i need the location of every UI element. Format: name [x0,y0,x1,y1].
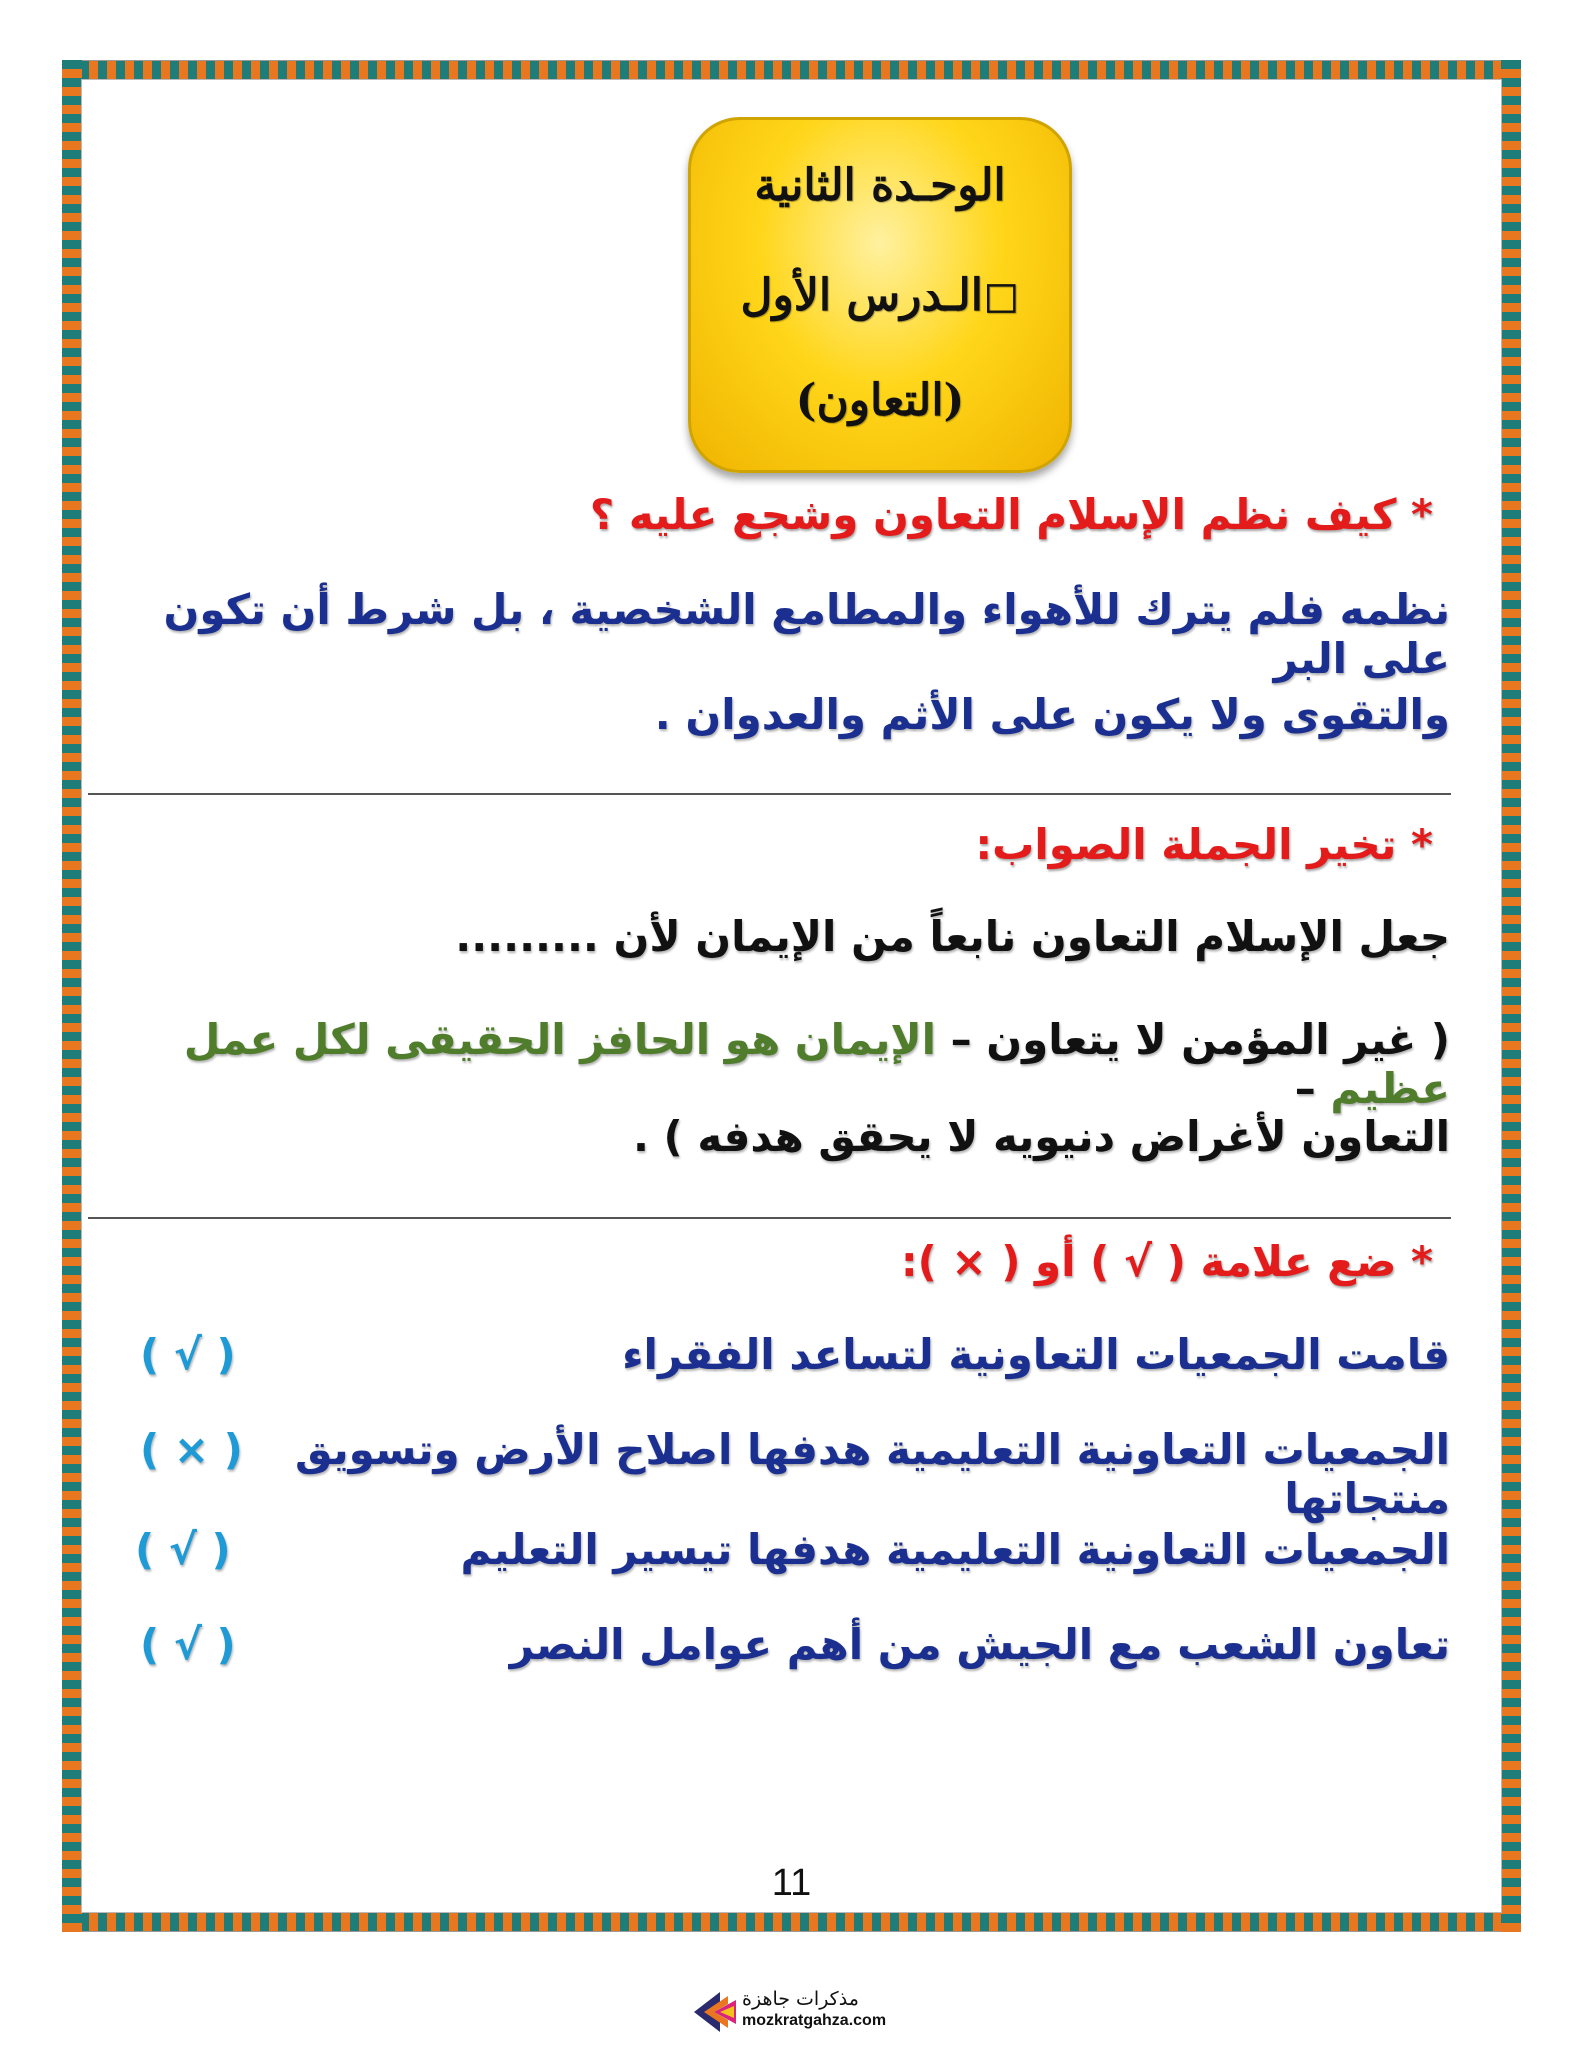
brand-name-arabic: مذكرات جاهزة [742,1988,859,2010]
tf-item-1-text: قامت الجمعيات التعاونية لتساعد الفقراء [622,1330,1450,1379]
tf-item-2-text: الجمعيات التعاونية التعليمية هدفها اصلاح الأرض وتسويق منتجاتها [295,1425,1450,1523]
question-how-islam-organized-cooperation: * كيف نظم الإسلام التعاون وشجع عليه ؟ [589,490,1433,539]
page-border-right [1501,60,1521,1932]
answer-line-1: نظمه فلم يترك للأهواء والمطامع الشخصية ، بل شرط أن تكون على البر [163,585,1450,683]
mcq-statement: جعل الإسلام التعاون نابعاً من الإيمان لأن ......... [455,912,1450,961]
brand-logo-icon [690,1988,738,2036]
question-choose-correct: * تخير الجملة الصواب: [975,820,1433,869]
tf-item-3-mark: ( √ ) [135,1525,231,1574]
unit-title: الوحـدة الثانية [754,160,1006,211]
section-divider-1 [88,793,1451,795]
lesson-title: ◻الـدرس الأول [740,270,1020,321]
tf-item-2-mark: ( × ) [140,1425,243,1474]
brand-url: mozkratgahza.com [742,2012,887,2029]
section-divider-2 [88,1217,1451,1219]
mcq-options-line-1 [130,1015,1450,1113]
lesson-title-box [688,117,1072,473]
option-b-correct: الإيمان هو الحافز الحقيقى لكل عمل عظيم [183,1015,1450,1113]
answer-line-2: والتقوى ولا يكون على الأثم والعدوان . [654,690,1450,739]
tf-item-1-mark: ( √ ) [140,1330,236,1379]
question-true-false: * ضع علامة ( √ ) أو ( × ): [900,1237,1433,1286]
topic-title: (التعاون) [795,375,965,426]
option-separator: – [1294,1064,1331,1113]
tf-item-4-text: تعاون الشعب مع الجيش من أهم عوامل النصر [509,1620,1450,1669]
page-border-left [62,60,82,1932]
page-number: 11 [771,1862,812,1904]
tf-item-3-text: الجمعيات التعاونية التعليمية هدفها تيسير التعليم [460,1525,1450,1574]
option-a: ( غير المؤمن لا يتعاون – [936,1015,1450,1064]
mcq-options-line-2: التعاون لأغراض دنيويه لا يحقق هدفه ) . [632,1112,1450,1161]
tf-item-4-mark: ( √ ) [140,1620,236,1669]
footer-brand [690,1988,900,2038]
